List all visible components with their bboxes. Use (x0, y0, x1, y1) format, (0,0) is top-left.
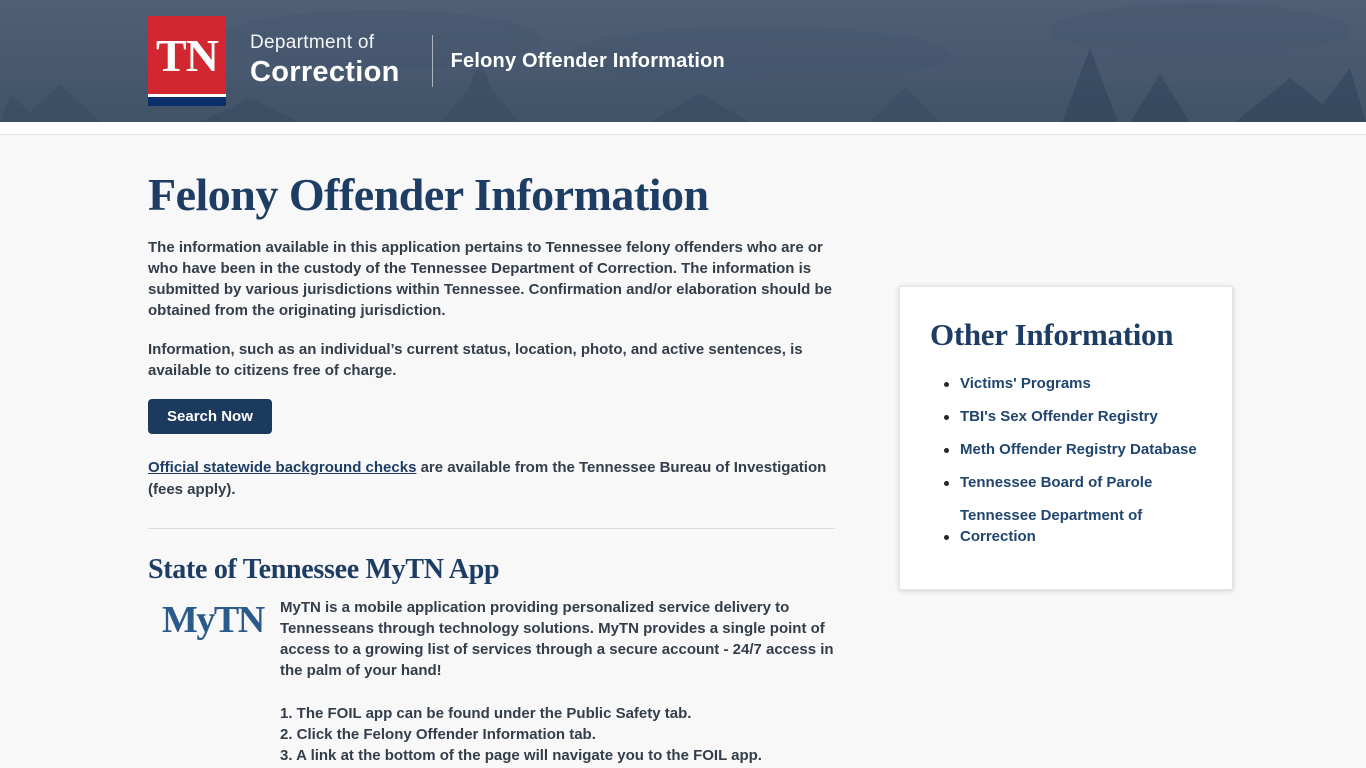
site-header (0, 0, 1366, 122)
content-area (148, 169, 1233, 766)
department-wordmark-line2: Correction (250, 56, 400, 89)
bullet-icon (944, 481, 949, 486)
bullet-icon (944, 382, 949, 387)
mytn-section (148, 597, 835, 766)
tn-logo-bar (148, 97, 226, 106)
app-title: Felony Offender Information (450, 49, 725, 72)
background-checks-text: are available from the Tennessee Bureau of Investigation (fees apply). (148, 459, 827, 498)
sidebar-link[interactable]: Victims' Programs (960, 375, 1091, 392)
intro-paragraph-1: The information available in this application pertains to Tennessee felony offenders who are or who have been in the custody of the Tennessee Department of Correction. The information is submitted by various jurisdictions within Tennessee. Confirmation and/or elaboration should be obtained from the originating jurisdiction. (148, 239, 832, 319)
mytn-body (280, 597, 835, 766)
sidebar-link[interactable]: Meth Offender Registry Database (960, 441, 1197, 458)
mytn-step: 3. A link at the bottom of the page will navigate you to the FOIL app. (280, 747, 762, 764)
bullet-icon (944, 415, 949, 420)
sidebar-link-item[interactable] (944, 373, 1202, 394)
sidebar-link-item[interactable] (944, 439, 1202, 460)
main-column (148, 169, 835, 766)
tn-state-logo[interactable] (148, 16, 226, 106)
subheader-band (0, 122, 1366, 135)
mytn-step: 1. The FOIL app can be found under the Public Safety tab. (280, 705, 692, 722)
background-checks-link[interactable]: Official statewide background checks (148, 459, 417, 476)
sidebar-link[interactable]: Tennessee Department of Correction (960, 507, 1143, 545)
department-wordmark-line1: Department of (250, 32, 375, 54)
mytn-steps (280, 703, 835, 766)
department-wordmark[interactable] (250, 32, 400, 89)
header-divider (432, 35, 433, 87)
mytn-section-heading: State of Tennessee MyTN App (148, 554, 500, 585)
other-information-heading: Other Information (930, 317, 1174, 352)
sidebar-link-item[interactable] (944, 505, 1202, 547)
sidebar-link-item[interactable] (944, 406, 1202, 427)
bullet-icon (944, 448, 949, 453)
other-information-card (899, 286, 1233, 590)
search-now-button[interactable]: Search Now (148, 399, 272, 434)
page-title: Felony Offender Information (148, 169, 709, 220)
sidebar-link[interactable]: Tennessee Board of Parole (960, 474, 1153, 491)
sidebar-link[interactable]: TBI's Sex Offender Registry (960, 408, 1158, 425)
intro-paragraph-2: Information, such as an individual’s current status, location, photo, and active sentences, is available to citizens free of charge. (148, 341, 803, 379)
background-checks-paragraph (148, 457, 835, 500)
mytn-description: MyTN is a mobile application providing personalized service delivery to Tennesseans through technology solutions. MyTN provides a single point of access to a growing list of services through a secure account - 24/7 access in the palm of your hand! (280, 599, 834, 679)
tn-logo-mark: TN (148, 16, 226, 94)
bullet-icon (944, 535, 949, 540)
mytn-logo: MyTN (162, 599, 264, 641)
mytn-step: 2. Click the Felony Offender Information tab. (280, 726, 596, 743)
other-information-list (930, 373, 1202, 547)
section-divider (148, 528, 835, 529)
sidebar-link-item[interactable] (944, 472, 1202, 493)
header-content (148, 0, 725, 122)
